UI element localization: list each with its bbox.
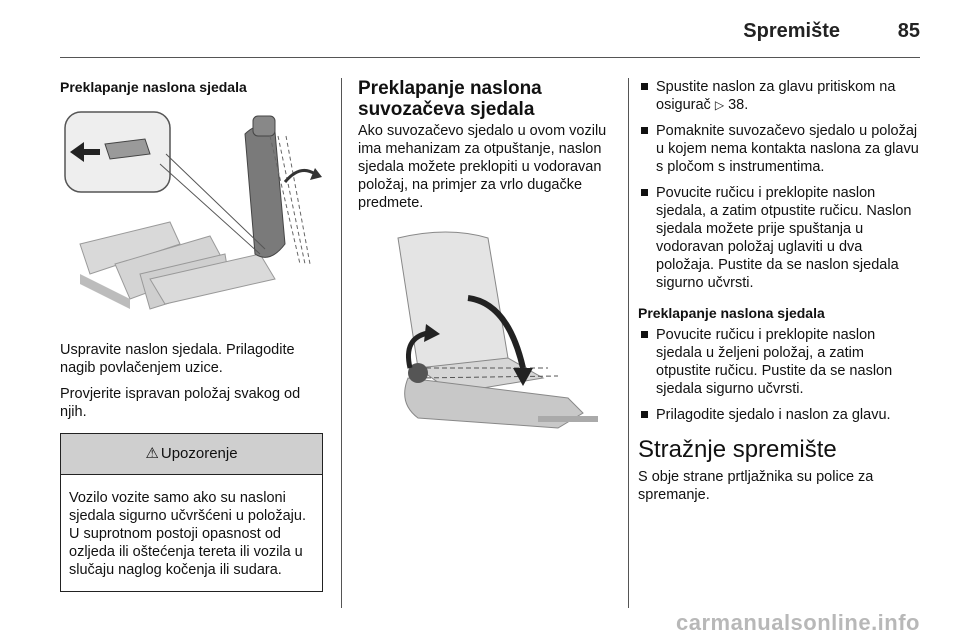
running-header-title: Spremište bbox=[743, 20, 840, 42]
section-subheading-seat-fold: Preklapanje naslona sjedala bbox=[60, 79, 247, 95]
rear-seat-fold-illustration bbox=[60, 104, 325, 321]
warning-header bbox=[61, 434, 322, 475]
seat-fold-steps bbox=[638, 326, 921, 424]
header-rule bbox=[60, 57, 920, 58]
page-reference: 38. bbox=[728, 97, 749, 113]
section-heading-passenger-seat: Preklapanje naslona suvozačeva sjedala bbox=[358, 78, 542, 120]
instruction-paragraph-1: Uspravite naslon sjedala. Prilagodite nagib povlačenjem uzice. bbox=[60, 342, 295, 376]
page-number: 85 bbox=[897, 20, 920, 42]
warning-triangle-icon: ⚠ bbox=[145, 445, 159, 462]
list-item: Povucite ručicu i preklopite naslon sjedala u željeni položaj, a zatim otpustite ručicu. Pustite da se naslon sjedala sigurno učvrsti. bbox=[638, 326, 921, 398]
warning-body: Vozilo vozite samo ako su nasloni sjedala sigurno učvršćeni u položaju. U suprotnom postoji opasnost od ozljeda ili oštećenja tereta ili vozila u slučaju naglog kočenja ili sudara. bbox=[69, 490, 306, 578]
passenger-seat-steps bbox=[638, 78, 921, 292]
passenger-seat-fold-illustration bbox=[358, 228, 623, 443]
column-divider-1 bbox=[341, 78, 342, 608]
column-divider-2 bbox=[628, 78, 629, 608]
list-item: Prilagodite sjedalo i naslon za glavu. bbox=[638, 406, 921, 424]
section-subheading-seat-fold-2: Preklapanje naslona sjedala bbox=[638, 305, 825, 321]
list-item: Spustite naslon za glavu pritiskom na osigurač ▷ 38. bbox=[638, 78, 921, 114]
warning-box bbox=[60, 433, 323, 592]
passenger-seat-paragraph: Ako suvozačevo sjedalo u ovom vozilu ima mehanizam za otpuštanje, naslon sjedala možete preklopiti u vodoravan položaj, na primjer za vrlo dugačke predmete. bbox=[358, 123, 607, 211]
column-right bbox=[638, 78, 921, 512]
rear-storage-paragraph: S obje strane prtljažnika su police za spremanje. bbox=[638, 469, 874, 503]
column-middle bbox=[358, 78, 623, 463]
instruction-paragraph-2: Provjerite ispravan položaj svakog od njih. bbox=[60, 386, 301, 420]
page-reference-icon: ▷ bbox=[714, 98, 725, 112]
warning-title: Upozorenje bbox=[160, 445, 238, 462]
watermark: carmanualsonline.info bbox=[676, 610, 920, 635]
column-left bbox=[60, 78, 325, 592]
list-item: Povucite ručicu i preklopite naslon sjedala, a zatim otpustite ručicu. Naslon sjedala možete prije spuštanja u vodoravan položaj uglaviti u dva položaja. Pustite da se naslon sjedala sigurno učvrsti. bbox=[638, 184, 921, 292]
section-heading-rear-storage: Stražnje spremište bbox=[638, 436, 837, 463]
list-item: Pomaknite suvozačevo sjedalo u položaj u kojem nema kontakta naslona za glavu s pločom s instrumentima. bbox=[638, 122, 921, 176]
